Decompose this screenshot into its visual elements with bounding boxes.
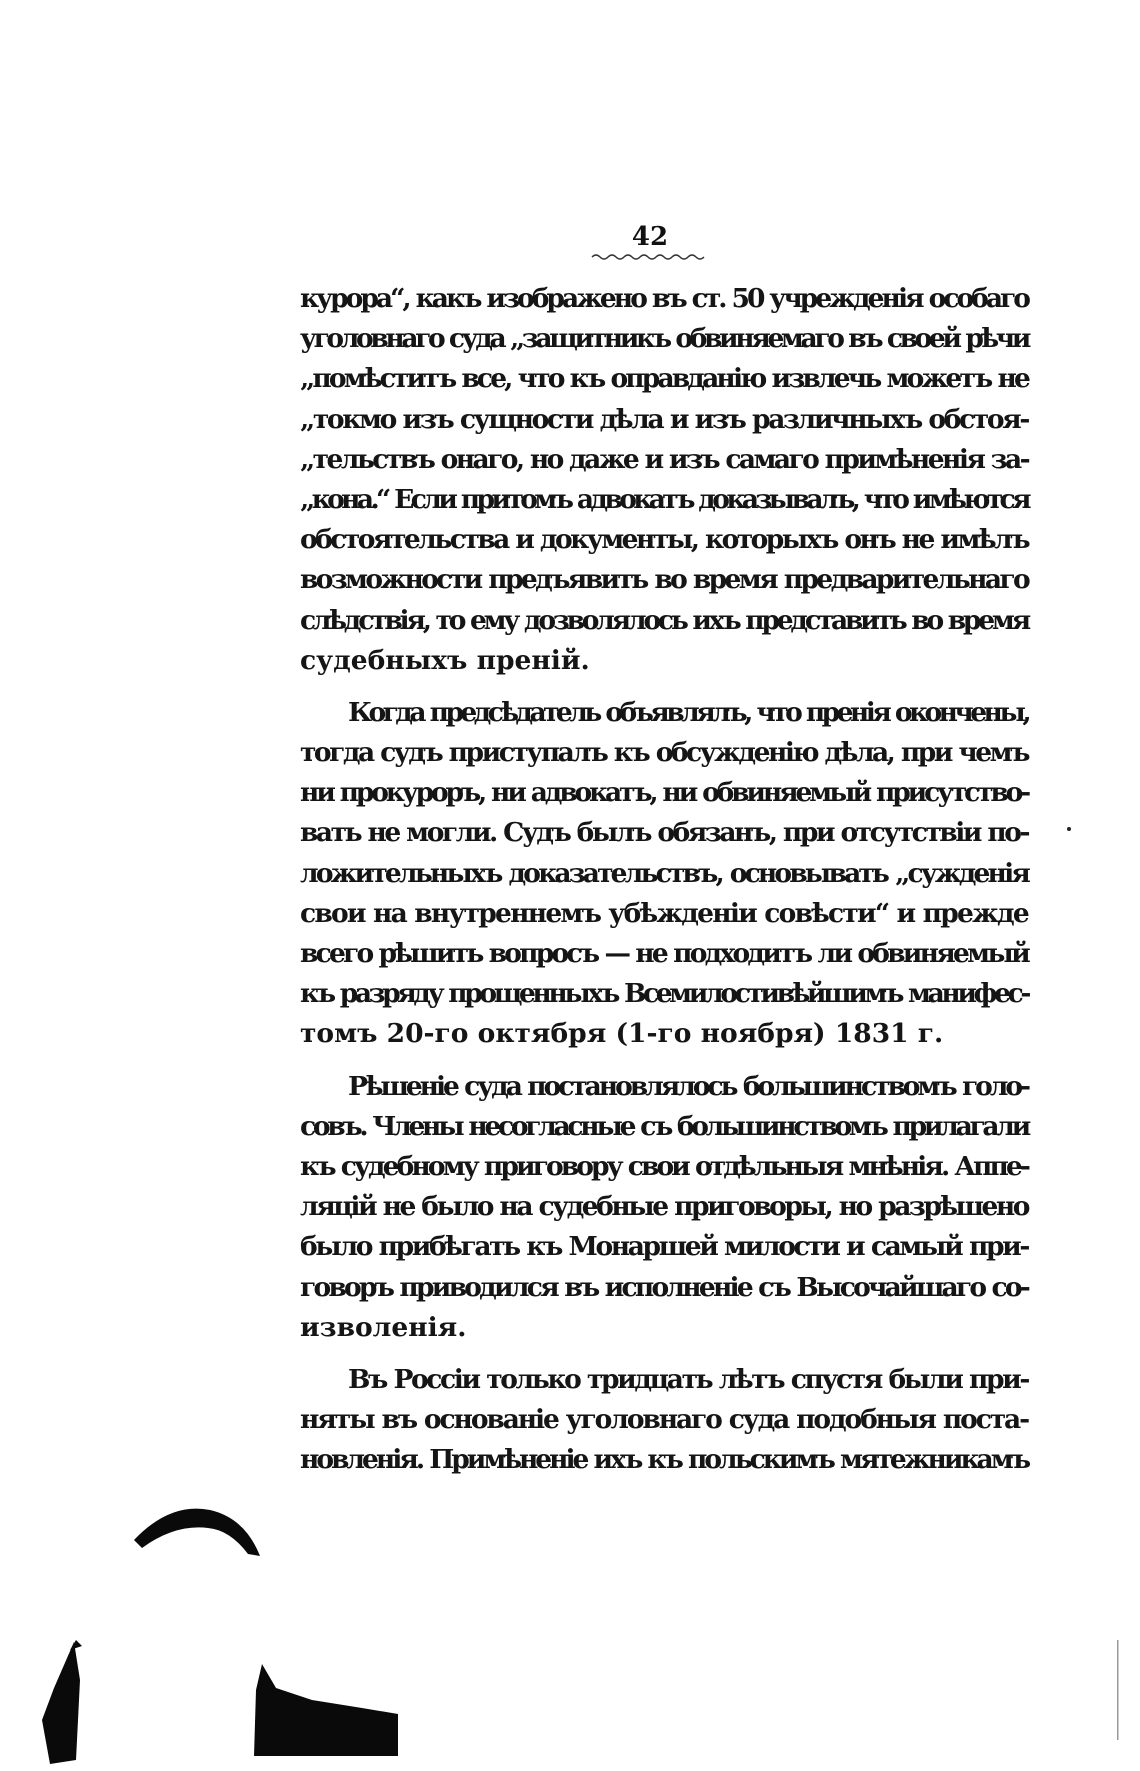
text-line: тогда судъ приступалъ къ обсужденію дѣла, при чемъ xyxy=(300,737,1028,769)
text-line: уголовнаго суда „защитникъ обвиняемаго въ своей рѣчи xyxy=(300,323,1028,355)
text-line: томъ 20-го октября (1-го ноября) 1831 г. xyxy=(300,1018,944,1050)
text-line: ложительныхъ доказательствъ, основывать „сужденія xyxy=(300,857,1028,889)
text-line: возможности предъявить во время предварительнаго xyxy=(300,564,1028,596)
text-line: обстоятельства и документы, которыхъ онъ не имѣлъ xyxy=(300,524,1028,556)
text-line: новленія. Примѣненіе ихъ къ польскимъ мятежникамъ xyxy=(300,1444,1028,1476)
text-line: было прибѣгать къ Монаршей милости и самый при- xyxy=(300,1231,1028,1263)
text-line: „помѣститъ все, что къ оправданію извлечь можетъ не xyxy=(300,363,1028,395)
text-line: ляцій не было на судебные приговоры, но разрѣшено xyxy=(300,1191,1028,1223)
text-line: совъ. Члены несогласные съ большинствомъ прилагали xyxy=(300,1110,1028,1142)
scan-artifact-dot xyxy=(1066,826,1072,832)
text-line: „тельствъ онаго, но даже и изъ самаго примѣненія за- xyxy=(300,443,1028,475)
text-line: „токмо изъ сущности дѣла и изъ различныхъ обстоя- xyxy=(300,403,1028,435)
scan-artifact-bottom xyxy=(252,1660,402,1760)
text-line: „кона.“ Если притомъ адвокатъ доказывалъ, что имѣются xyxy=(300,483,1028,515)
text-line: няты въ основаніе уголовнаго суда подобныя поста- xyxy=(300,1404,1028,1436)
text-line: судебныхъ преній. xyxy=(300,644,590,676)
text-line: свои на внутреннемъ убѣжденіи совѣсти“ и прежде xyxy=(300,897,1028,929)
text-line: курора“, какъ изображено въ ст. 50 учрежденія особаго xyxy=(300,283,1028,314)
page-header xyxy=(580,222,720,262)
paragraph-4 xyxy=(300,1360,1028,1481)
scan-artifact-arc xyxy=(130,1500,265,1560)
text-line: къ разряду прощенныхъ Всемилостивѣйшимъ манифес- xyxy=(300,978,1028,1010)
wavy-rule-ornament xyxy=(590,252,710,262)
paragraph-2 xyxy=(300,693,1028,1055)
text-line: Когда предсѣдатель объявлялъ, что пренія окончены, xyxy=(348,696,1028,728)
paragraph-1 xyxy=(300,279,1028,681)
page-number: 42 xyxy=(631,222,669,252)
text-line: къ судебному приговору свои отдѣльныя мнѣнія. Аппе- xyxy=(300,1150,1028,1182)
text-line: ни прокуроръ, ни адвокатъ, ни обвиняемый присутство- xyxy=(300,777,1028,809)
text-line: Въ Россіи только тридцать лѣтъ спустя были при- xyxy=(348,1363,1028,1395)
text-line: Рѣшеніе суда постановлялось большинствомъ голо- xyxy=(348,1070,1028,1102)
paragraph-3 xyxy=(300,1067,1028,1348)
text-line: всего рѣшить вопросъ — не подходитъ ли обвиняемый xyxy=(300,938,1028,969)
scan-artifact-margin-line xyxy=(1116,1640,1120,1740)
body-text xyxy=(300,279,1028,1480)
scan-artifact-left xyxy=(36,1640,86,1765)
text-line: вать не могли. Судъ былъ обязанъ, при отсутствіи по- xyxy=(300,817,1028,849)
text-line: слѣдствія, то ему дозволялось ихъ представить во время xyxy=(300,604,1028,636)
text-line: говоръ приводился въ исполненіе съ Высочайшаго со- xyxy=(300,1271,1028,1303)
text-line: изволенія. xyxy=(300,1311,467,1343)
